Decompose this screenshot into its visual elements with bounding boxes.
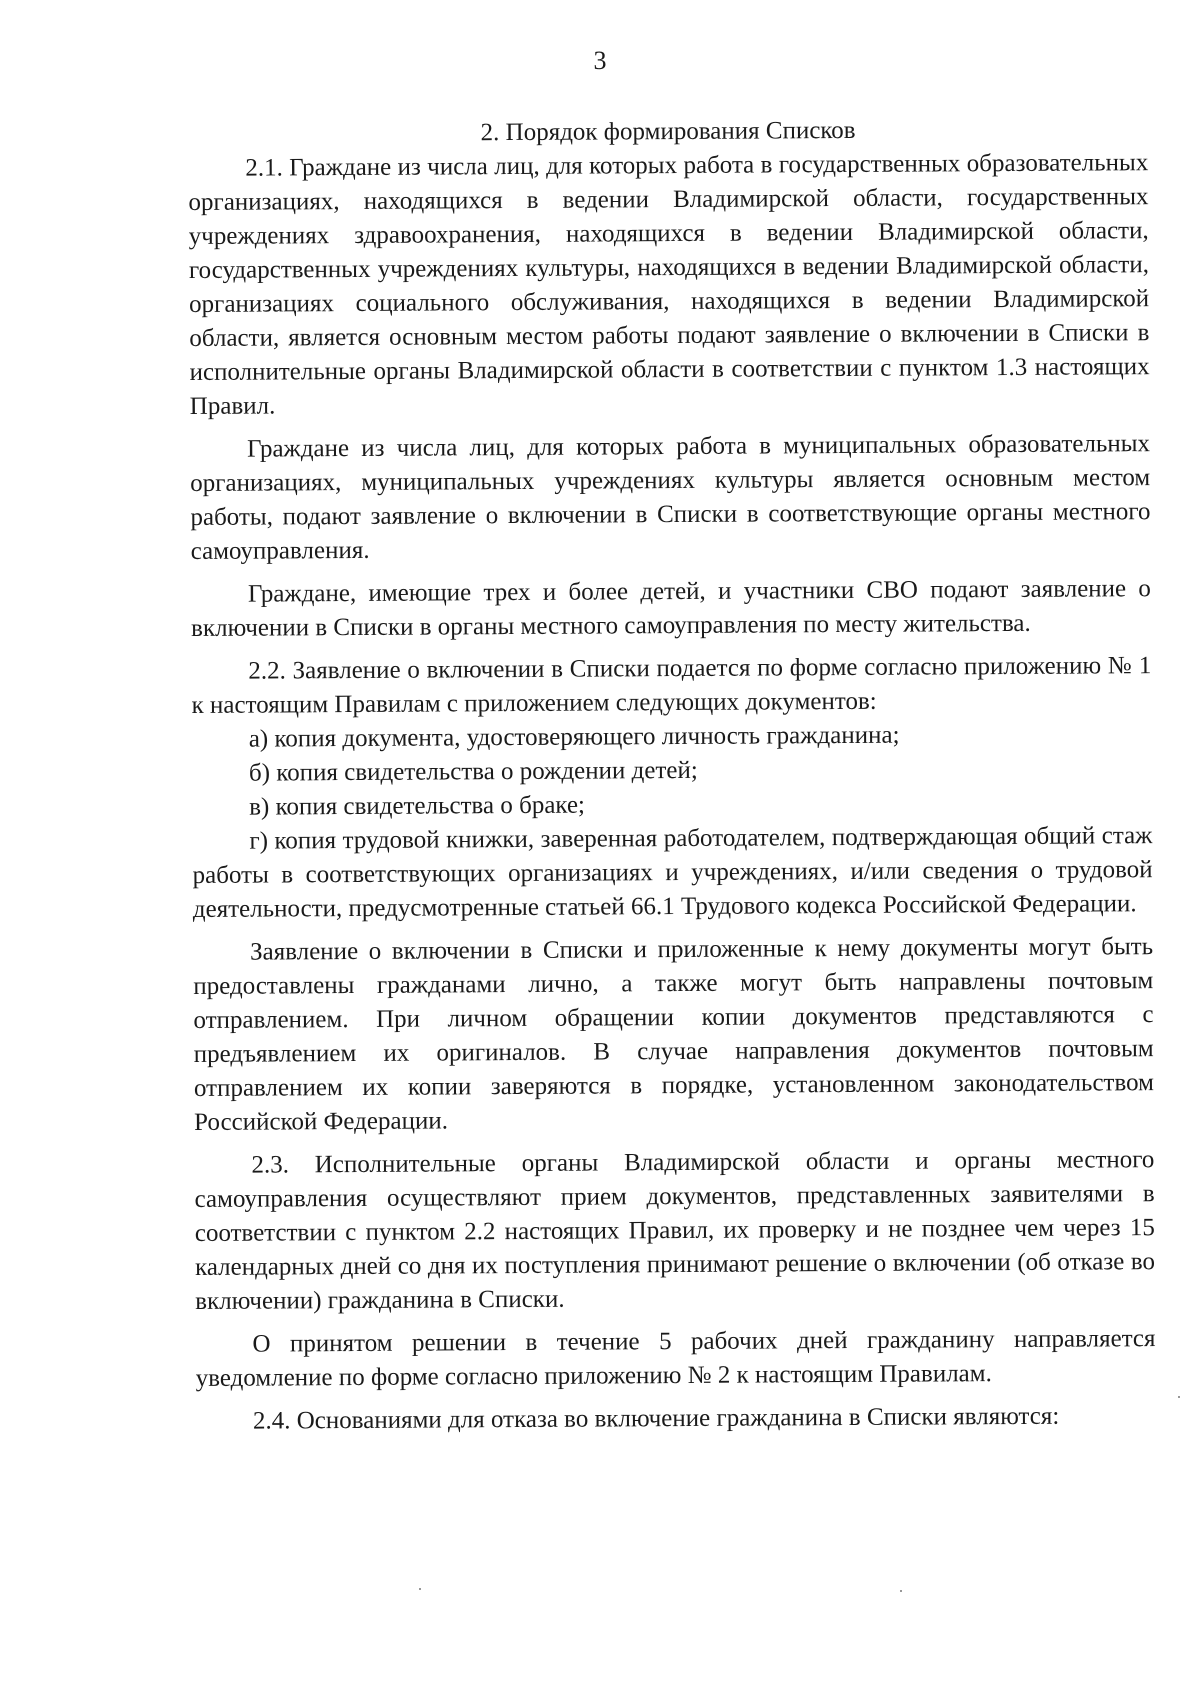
paragraph-large-families: Граждане, имеющие трех и более детей, и участники СВО подают заявление о включении в Списки в органы местного самоуправления по месту жительства. [191,575,1151,642]
scan-speck [900,1590,902,1592]
paragraph-submission: Заявление о включении в Списки и приложенные к нему документы могут быть предоставлены гражданами лично, а также могут быть направлены почтовым отправлением. При личном обращении копии документов представляются с предъявлением их оригиналов. В случае направления документов почтовым отправлением их копии заверяются в порядке, установленном законодательством Российской Федерации. [193,933,1154,1136]
paragraph-notification: О принятом решении в течение 5 рабочих дней гражданину направляется уведомление по форме согласно приложению № 2 к настоящим Правилам. [195,1325,1156,1392]
list-item-v: в) копия свидетельства о браке; [249,791,586,821]
list-item-g: г) копия трудовой книжки, заверенная работодателем, подтверждающая общий стаж работы в соответствующих организациях и учреждениях, и/или сведения о трудовой деятельности, предусмотренные статьей 66.1 Трудового кодекса Российской Федерации. [192,822,1153,923]
document-body [188,112,1156,1439]
page-number: 3 [593,46,607,75]
paragraph-2-3: 2.3. Исполнительные органы Владимирской области и органы местного самоуправления осуществляют прием документов, представленных заявителями в соответствии с пунктом 2.2 настоящих Правил, их проверку и не позднее чем через 15 календарных дней со дня их поступления принимают решение о включении (об отказе во включении) гражданина в Списки. [194,1146,1156,1315]
list-item-a: а) копия документа, удостоверяющего личность гражданина; [248,721,900,753]
paragraph-municipal: Граждане из числа лиц, для которых работа в муниципальных образовательных организациях, муниципальных учреждениях культуры является основным местом работы, подают заявление о включении в Списки в соответствующие органы местного самоуправления. [190,430,1151,565]
scan-speck [419,1588,421,1590]
section-title: 2. Порядок формирования Списков [480,116,856,147]
scan-speck [1178,1396,1180,1398]
paragraph-2-2: 2.2. Заявление о включении в Списки подается по форме согласно приложению № 1 к настоящим Правилам с приложением следующих документов: [191,652,1152,719]
paragraph-2-1: 2.1. Граждане из числа лиц, для которых работа в государственных образовательных организациях, находящихся в ведении Владимирской области, государственных учреждениях здравоохранения, находящихся в ведении Владимирской области, государственных учреждениях культуры, находящихся в ведении Владимирской области, организациях социального обслуживания, находящихся в ведении Владимирской области, является основным местом работы подают заявление о включении в Списки в исполнительные органы Владимирской области в соответствии с пунктом 1.3 настоящих Правил. [188,149,1150,420]
list-item-b: б) копия свидетельства о рождении детей; [248,756,698,787]
paragraph-2-4: 2.4. Основаниями для отказа во включение гражданина в Списки являются: [252,1402,1060,1435]
